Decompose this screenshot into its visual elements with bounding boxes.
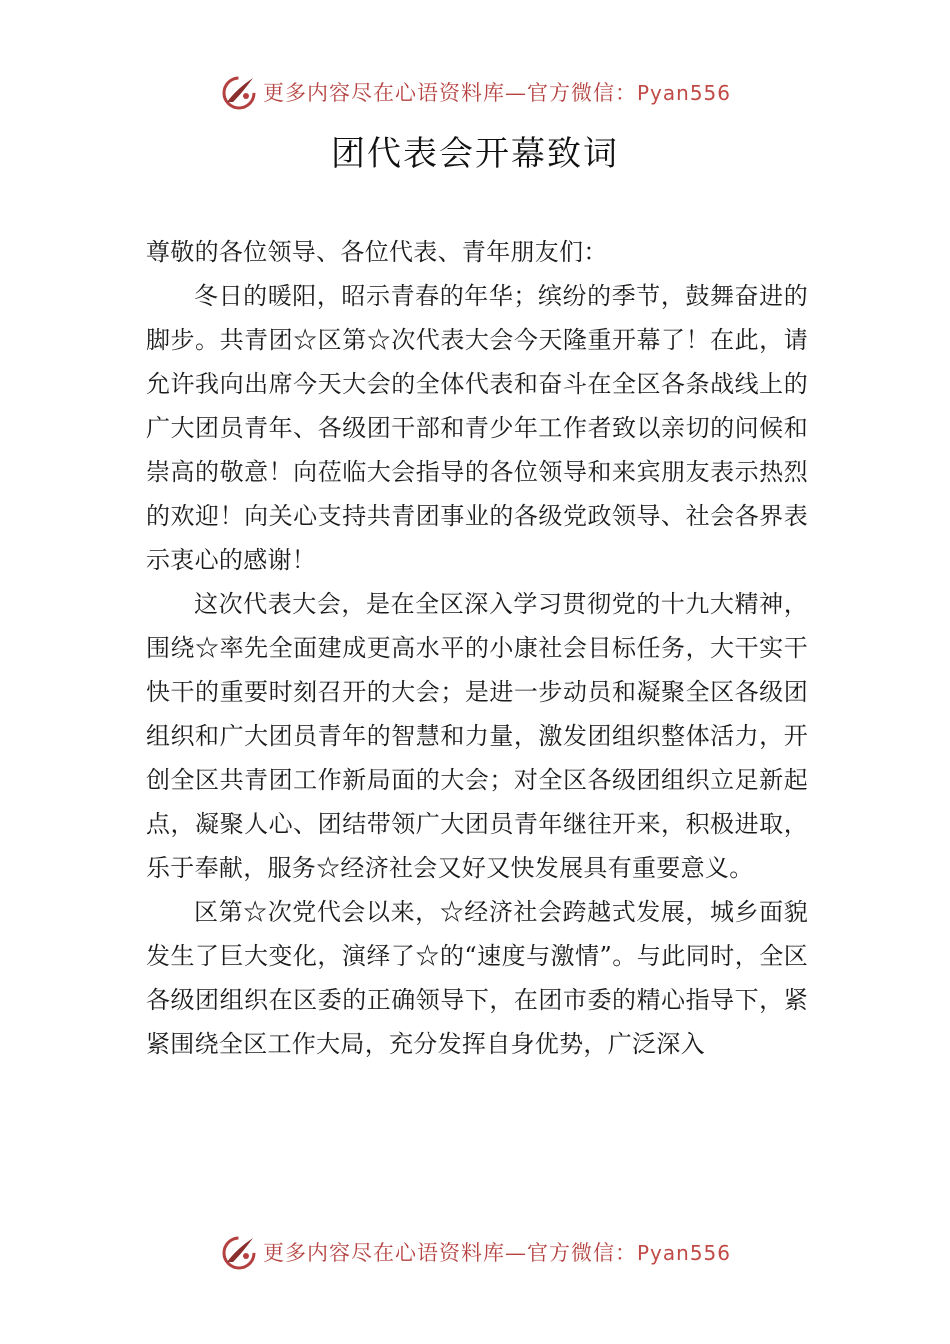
banner-slogan: 更多内容尽在心语资料库 (262, 1241, 505, 1265)
banner-separator: — (504, 81, 527, 105)
banner-text (263, 77, 731, 107)
banner-wechat-id: Pyan556 (636, 81, 731, 105)
paragraph-1: 冬日的暖阳，昭示青春的年华；缤纷的季节，鼓舞奋进的脚步。共青团☆区第☆次代表大会今天隆重开幕了！在此，请允许我向出席今天大会的全体代表和奋斗在全区各条战线上的广大团员青年、各级团干部和青少年工作者致以亲切的问候和崇高的敬意！向莅临大会指导的各位领导和来宾朋友表示热烈的欢迎！向关心支持共青团事业的各级党政领导、社会各界表示衷心的感谢！ (146, 282, 808, 574)
footer-banner (0, 1230, 950, 1274)
document-title: 团代表会开幕致词 (331, 134, 619, 174)
brush-circle-logo-icon (219, 72, 259, 112)
banner-text (263, 1237, 731, 1267)
paragraph-3: 区第☆次党代会以来，☆经济社会跨越式发展，城乡面貌发生了巨大变化，演绎了☆的“速度与激情”。与此同时，全区各级团组织在区委的正确领导下，在团市委的精心指导下，紧紧围绕全区工作大局，充分发挥自身优势，广泛深入 (146, 898, 808, 1058)
banner-wechat-label: 官方微信： (526, 81, 637, 105)
header-banner (0, 70, 950, 114)
paragraph-2: 这次代表大会，是在全区深入学习贯彻党的十九大精神，围绕☆率先全面建成更高水平的小康社会目标任务，大干实干快干的重要时刻召开的大会；是进一步动员和凝聚全区各级团组织和广大团员青年的智慧和力量，激发团组织整体活力，开创全区共青团工作新局面的大会；对全区各级团组织立足新起点，凝聚人心、团结带领广大团员青年继往开来，积极进取，乐于奉献，服务☆经济社会又好又快发展具有重要意义。 (146, 590, 808, 882)
document-body (146, 230, 808, 1066)
brush-circle-logo-icon (219, 1232, 259, 1272)
salutation: 尊敬的各位领导、各位代表、青年朋友们： (146, 238, 608, 266)
banner-wechat-label: 官方微信： (526, 1241, 637, 1265)
banner-slogan: 更多内容尽在心语资料库 (262, 81, 505, 105)
banner-wechat-id: Pyan556 (636, 1241, 731, 1265)
banner-separator: — (504, 1241, 527, 1265)
